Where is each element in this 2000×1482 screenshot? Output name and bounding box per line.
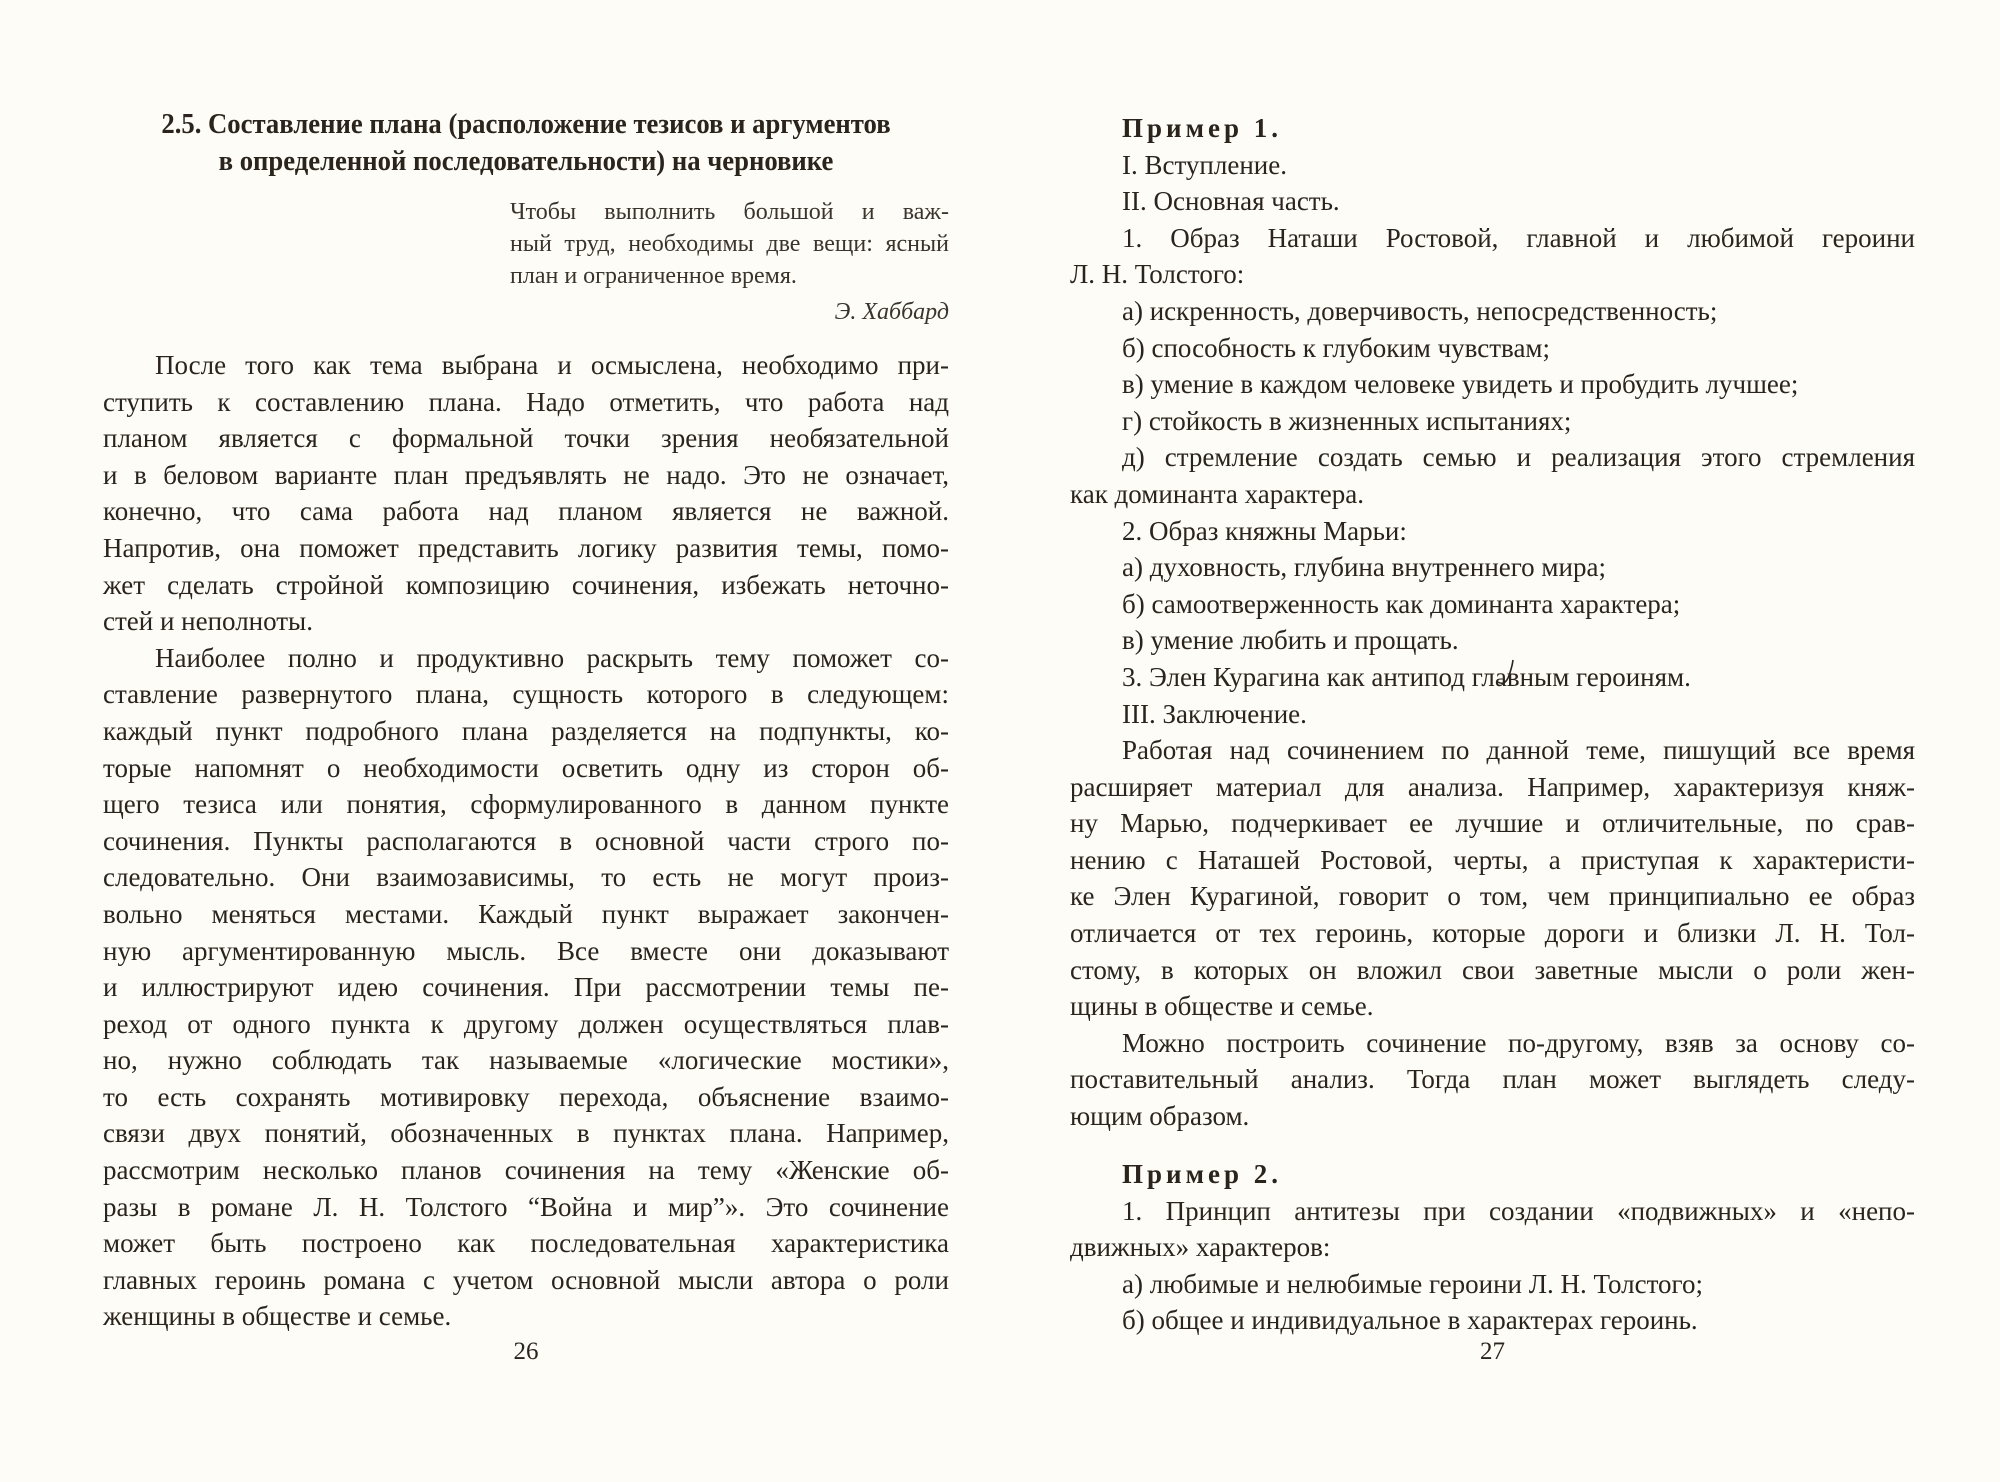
section-title-line: 2.5. Составление плана (расположение тезисов и аргументов	[161, 108, 891, 140]
text-line: движных» характеров:	[1070, 1232, 1331, 1263]
epigraph-author: Э. Хаббард	[834, 299, 949, 325]
text-line: 1. Образ Наташи Ростовой, главной и любимой героини	[1122, 222, 1915, 253]
text-line: Напротив, она поможет представить логику развития темы, помо-	[103, 532, 949, 563]
text-line: III. Заключение.	[1122, 698, 1307, 729]
text-line: б) самоотверженность как доминанта характера;	[1122, 588, 1681, 619]
text-line: женщины в обществе и семье.	[103, 1301, 452, 1332]
example-2	[1070, 1156, 1915, 1339]
text-line: то есть сохранять мотивировку перехода, объяснение взаимо-	[103, 1081, 949, 1112]
text-line: но, нужно соблюдать так называемые «логические мостики»,	[103, 1045, 949, 1076]
left-page	[103, 0, 949, 1482]
text-line: а) любимые и нелюбимые героини Л. Н. Толстого;	[1122, 1268, 1703, 1299]
example-heading: Пример 1.	[1122, 113, 1282, 143]
epigraph	[510, 196, 949, 328]
example-heading: Пример 2.	[1122, 1159, 1282, 1189]
text-line: 2. Образ княжны Марьи:	[1122, 515, 1407, 546]
text-line: стому, в которых он вложил свои заветные мысли о роли жен-	[1070, 954, 1915, 985]
text-line: щины в обществе и семье.	[1070, 991, 1374, 1022]
text-line: ставление развернутого плана, сущность которого в следующем:	[103, 679, 949, 710]
pen-checkmark-icon	[1496, 656, 1516, 688]
text-line: планом является с формальной точки зрения необязательной	[103, 423, 949, 454]
text-line: расширяет материал для анализа. Например, характеризуя княж-	[1070, 771, 1915, 802]
text-line: щего тезиса или понятия, сформулированного в данном пункте	[103, 789, 949, 820]
text-line: и в беловом варианте план предъявлять не надо. Это не означает,	[103, 459, 949, 490]
text-line: 1. Принцип антитезы при создании «подвижных» и «непо-	[1122, 1195, 1915, 1226]
text-line: в) умение в каждом человеке увидеть и пробудить лучшее;	[1122, 369, 1799, 400]
page-number: 27	[1480, 1338, 1505, 1365]
section-title	[137, 106, 915, 180]
text-line: жет сделать стройной композицию сочинения, избежать неточно-	[103, 569, 949, 600]
text-line: б) способность к глубоким чувствам;	[1122, 332, 1551, 363]
text-line: г) стойкость в жизненных испытаниях;	[1122, 405, 1572, 436]
section-title-line: в определенной последовательности) на черновике	[218, 145, 834, 177]
text-line: вольно меняться местами. Каждый пункт выражает закончен-	[103, 898, 949, 929]
text-line: а) искренность, доверчивость, непосредственность;	[1122, 295, 1718, 326]
text-line: II. Основная часть.	[1122, 186, 1340, 217]
text-line: ке Элен Курагиной, говорит о том, чем принципиально ее образ	[1070, 881, 1915, 912]
text-line: а) духовность, глубина внутреннего мира;	[1122, 552, 1606, 583]
text-line: ну Марью, подчеркивает ее лучшие и отличительные, по срав-	[1070, 808, 1915, 839]
text-line: I. Вступление.	[1122, 149, 1287, 180]
text-line: д) стремление создать семью и реализация этого стремления	[1122, 442, 1915, 473]
text-line: реход от одного пункта к другому должен осуществляться плав-	[103, 1008, 949, 1039]
text-line: главных героинь романа с учетом основной мысли автора о роли	[103, 1264, 949, 1295]
example-1	[1070, 110, 1915, 1135]
text-line: конечно, что сама работа над планом является не важной.	[103, 496, 949, 527]
text-line: стей и неполноты.	[103, 606, 313, 637]
text-line: ную аргументированную мысль. Все вместе они доказывают	[103, 935, 949, 966]
text-line: разы в романе Л. Н. Толстого “Война и мир”». Это сочинение	[103, 1191, 949, 1222]
text-line: поставительный анализ. Тогда план может выглядеть следу-	[1070, 1064, 1915, 1095]
text-line: 3. Элен Курагина как антипод главным героиням.	[1122, 661, 1691, 692]
text-line: в) умение любить и прощать.	[1122, 625, 1459, 656]
text-line: отличается от тех героинь, которые дороги и близки Л. Н. Тол-	[1070, 918, 1915, 949]
text-line: торые напомнят о необходимости осветить одну из сторон об-	[103, 752, 949, 783]
text-line: сочинения. Пункты располагаются в основной части строго по-	[103, 825, 949, 856]
text-line: После того как тема выбрана и осмыслена, необходимо при-	[155, 350, 949, 380]
text-line: Л. Н. Толстого:	[1070, 259, 1245, 290]
text-line: рассмотрим несколько планов сочинения на тему «Женские об-	[103, 1155, 949, 1186]
epigraph-line: план и ограниченное время.	[510, 263, 797, 289]
text-line: ющим образом.	[1070, 1101, 1250, 1132]
text-line: каждый пункт подробного плана разделяется на подпункты, ко-	[103, 715, 949, 746]
text-line: б) общее и индивидуальное в характерах героинь.	[1122, 1305, 1698, 1336]
page-number: 26	[513, 1338, 539, 1365]
right-page	[1070, 0, 1915, 1482]
left-body-text	[103, 347, 949, 1335]
text-line: Наиболее полно и продуктивно раскрыть тему поможет со-	[155, 642, 949, 673]
text-line: Можно построить сочинение по-другому, взяв за основу со-	[1122, 1027, 1915, 1058]
text-line: как доминанта характера.	[1070, 478, 1364, 509]
text-line: нению с Наташей Ростовой, черты, а приступая к характеристи-	[1070, 844, 1915, 875]
text-line: и иллюстрируют идею сочинения. При рассмотрении темы пе-	[103, 972, 949, 1003]
epigraph-line: Чтобы выполнить большой и важ-	[510, 199, 949, 225]
text-line: ступить к составлению плана. Надо отметить, что работа над	[103, 386, 949, 417]
epigraph-line: ный труд, необходимы две вещи: ясный	[510, 231, 949, 257]
text-line: может быть построено как последовательная характеристика	[103, 1228, 949, 1259]
text-line: связи двух понятий, обозначенных в пунктах плана. Например,	[103, 1118, 949, 1149]
text-line: следовательно. Они взаимозависимы, то есть не могут произ-	[103, 862, 949, 893]
text-line: Работая над сочинением по данной теме, пишущий все время	[1122, 735, 1915, 766]
